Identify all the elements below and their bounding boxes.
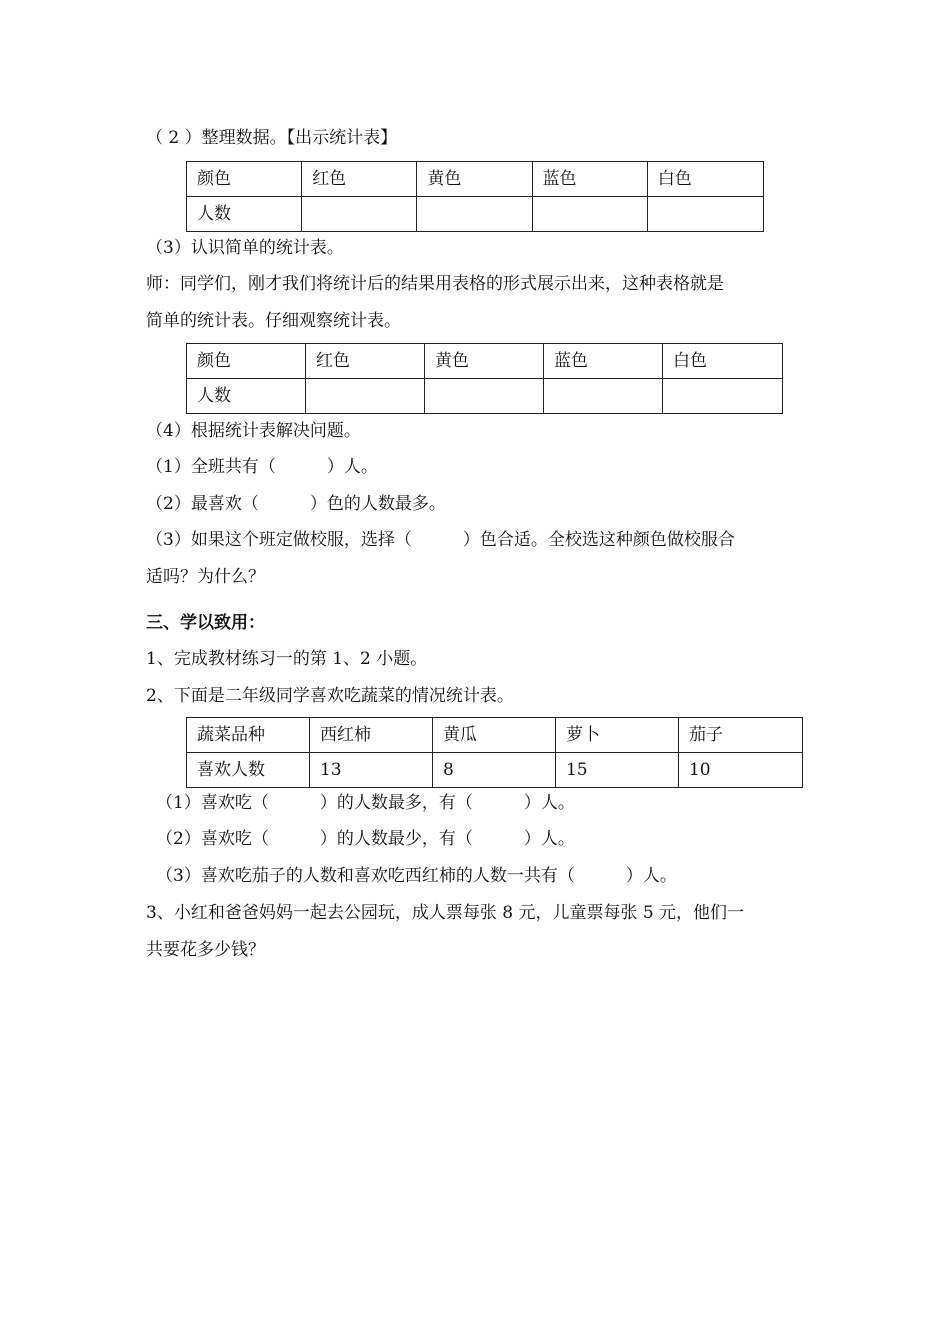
table-cell: 15: [555, 753, 678, 788]
table-cell: 蓝色: [532, 162, 647, 197]
exercise-1: 1、完成教材练习一的第 1、2 小题。: [146, 649, 428, 669]
question-3-line-1: （3）如果这个班定做校服，选择（ ）色合适。全校选这种颜色做校服合: [146, 530, 735, 550]
table-cell: 黄色: [417, 162, 532, 197]
table-cell: 西红柿: [309, 718, 432, 753]
table-row: [187, 379, 783, 414]
table-cell: 颜色: [187, 344, 306, 379]
step4-heading: （4）根据统计表解决问题。: [146, 421, 361, 441]
table-cell: 颜色: [187, 162, 302, 197]
exercise-2-question-3: （3）喜欢吃茄子的人数和喜欢吃西红柿的人数一共有（ ）人。: [156, 866, 677, 886]
teacher-text-line-2: 简单的统计表。仔细观察统计表。: [146, 311, 401, 331]
table-cell: [302, 197, 417, 232]
question-1: （1）全班共有（ ）人。: [146, 457, 378, 477]
teacher-text-line-1: 师：同学们，刚才我们将统计后的结果用表格的形式展示出来，这种表格就是: [146, 274, 724, 294]
table-cell: [306, 379, 425, 414]
table-cell: 萝卜: [555, 718, 678, 753]
step3-heading: （3）认识简单的统计表。: [146, 238, 344, 258]
step2-heading: （ 2 ）整理数据。【出示统计表】: [146, 128, 398, 148]
table-cell: [425, 379, 544, 414]
exercise-3-line-1: 3、小红和爸爸妈妈一起去公园玩，成人票每张 8 元，儿童票每张 5 元，他们一: [146, 903, 745, 923]
exercise-3-line-2: 共要花多少钱？: [146, 940, 265, 960]
exercise-2-question-1: （1）喜欢吃（ ）的人数最多，有（ ）人。: [156, 793, 575, 813]
table-cell: 白色: [663, 344, 783, 379]
exercise-2-question-2: （2）喜欢吃（ ）的人数最少，有（ ）人。: [156, 829, 575, 849]
table-cell: 人数: [187, 197, 302, 232]
table-cell: 蔬菜品种: [187, 718, 310, 753]
table-cell: 蓝色: [544, 344, 663, 379]
table-cell: 红色: [306, 344, 425, 379]
vegetable-stat-table: [186, 717, 803, 788]
table-cell: 白色: [647, 162, 763, 197]
color-stat-table-2: [186, 343, 783, 414]
table-row: [187, 344, 783, 379]
table-row: [187, 718, 803, 753]
table-cell: 黄色: [425, 344, 544, 379]
table-cell: [663, 379, 783, 414]
table-cell: [417, 197, 532, 232]
table-cell: 13: [309, 753, 432, 788]
table-cell: [532, 197, 647, 232]
table-cell: 红色: [302, 162, 417, 197]
table-cell: 茄子: [678, 718, 802, 753]
question-2: （2）最喜欢（ ）色的人数最多。: [146, 494, 446, 514]
table-row: [187, 197, 764, 232]
table-cell: [647, 197, 763, 232]
question-3-line-2: 适吗？为什么？: [146, 567, 265, 587]
table-cell: 人数: [187, 379, 306, 414]
table-cell: 喜欢人数: [187, 753, 310, 788]
table-row: [187, 753, 803, 788]
table-cell: [544, 379, 663, 414]
exercise-2: 2、下面是二年级同学喜欢吃蔬菜的情况统计表。: [146, 686, 514, 706]
table-row: [187, 162, 764, 197]
table-cell: 黄瓜: [432, 718, 555, 753]
table-cell: 8: [432, 753, 555, 788]
section-3-title: 三、学以致用：: [146, 613, 265, 633]
table-cell: 10: [678, 753, 802, 788]
color-stat-table-1: [186, 161, 764, 232]
